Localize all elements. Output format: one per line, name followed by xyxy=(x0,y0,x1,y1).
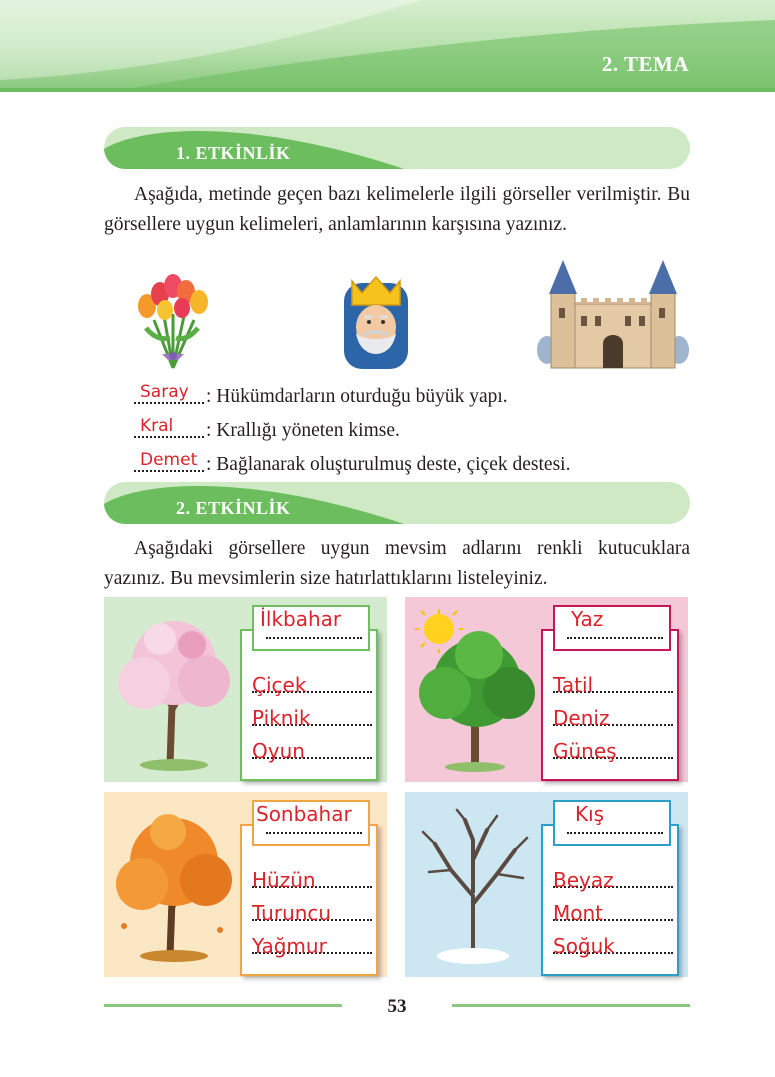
season-name: Yaz xyxy=(571,607,604,631)
header-line xyxy=(0,88,775,92)
blossom-tree-icon xyxy=(110,605,238,775)
season-item-line[interactable] xyxy=(252,862,372,892)
season-item-line[interactable] xyxy=(252,895,372,925)
season-item: Tatil xyxy=(553,673,594,697)
season-item: Mont xyxy=(553,901,604,925)
season-item-line[interactable] xyxy=(553,928,673,958)
season-item: Beyaz xyxy=(553,868,614,892)
flower-bouquet-icon xyxy=(132,268,214,374)
answer-text: Kral xyxy=(140,416,174,436)
season-name: İlkbahar xyxy=(260,607,342,631)
season-item: Turuncu xyxy=(252,901,332,925)
season-name-box[interactable] xyxy=(252,605,370,651)
footer-line-right xyxy=(452,1004,690,1007)
season-card-summer xyxy=(405,597,688,782)
season-panel xyxy=(541,607,679,781)
season-item-line[interactable] xyxy=(252,928,372,958)
season-item: Çiçek xyxy=(252,673,307,697)
activity-2-instruction: Aşağıdaki görsellere uygun mevsim adlarını renkli kutucuklara yazınız. Bu mevsimlerin size hatırlattıklarını listeleyiniz. xyxy=(104,538,690,589)
season-name-blank xyxy=(567,637,663,639)
season-item-line[interactable] xyxy=(252,733,372,763)
winter-tree-icon xyxy=(411,800,539,970)
season-name: Kış xyxy=(575,802,605,826)
season-name-blank xyxy=(567,832,663,834)
definition-meaning: : Bağlanarak oluşturulmuş deste, çiçek destesi. xyxy=(206,454,571,475)
season-card-spring xyxy=(104,597,387,782)
season-item: Hüzün xyxy=(252,868,316,892)
footer-line-left xyxy=(104,1004,342,1007)
season-item-line[interactable] xyxy=(252,667,372,697)
season-panel xyxy=(541,802,679,976)
season-card-autumn xyxy=(104,792,387,977)
season-item: Soğuk xyxy=(553,934,615,958)
season-item-line[interactable] xyxy=(553,862,673,892)
season-card-winter xyxy=(405,792,688,977)
season-name-blank xyxy=(266,637,362,639)
season-name: Sonbahar xyxy=(256,802,352,826)
autumn-tree-icon xyxy=(110,800,238,970)
activity-1-instruction: Aşağıda, metinde geçen bazı kelimelerle ilgili görseller verilmiştir. Bu görsellere uygun kelimeleri, anlamlarının karşısına yazınız. xyxy=(104,184,690,235)
season-item-line[interactable] xyxy=(553,700,673,730)
activity-2-banner xyxy=(104,482,690,524)
season-name-box[interactable] xyxy=(553,605,671,651)
season-item-line[interactable] xyxy=(553,733,673,763)
summer-tree-icon xyxy=(411,605,539,775)
season-item: Deniz xyxy=(553,706,610,730)
definition-meaning: : Krallığı yöneten kimse. xyxy=(206,420,400,441)
answer-text: Demet xyxy=(140,450,198,470)
season-item: Güneş xyxy=(553,739,617,763)
answer-text: Saray xyxy=(140,382,189,402)
theme-label: 2. TEMA xyxy=(601,52,689,76)
season-panel xyxy=(240,607,378,781)
season-name-box[interactable] xyxy=(553,800,671,846)
castle-icon xyxy=(537,258,689,372)
activity-2-title: 2. ETKİNLİK xyxy=(176,498,291,518)
season-item: Oyun xyxy=(252,739,305,763)
season-item-line[interactable] xyxy=(252,700,372,730)
definition-meaning: : Hükümdarların oturduğu büyük yapı. xyxy=(206,386,508,407)
king-icon xyxy=(342,275,410,371)
season-item-line[interactable] xyxy=(553,895,673,925)
season-name-box[interactable] xyxy=(252,800,370,846)
season-panel xyxy=(240,802,378,976)
page-number: 53 xyxy=(387,996,407,1017)
season-item: Piknik xyxy=(252,706,311,730)
season-item: Yağmur xyxy=(252,934,327,958)
season-item-line[interactable] xyxy=(553,667,673,697)
activity-1-banner xyxy=(104,127,690,169)
season-name-blank xyxy=(266,832,362,834)
activity-1-title: 1. ETKİNLİK xyxy=(176,143,291,163)
